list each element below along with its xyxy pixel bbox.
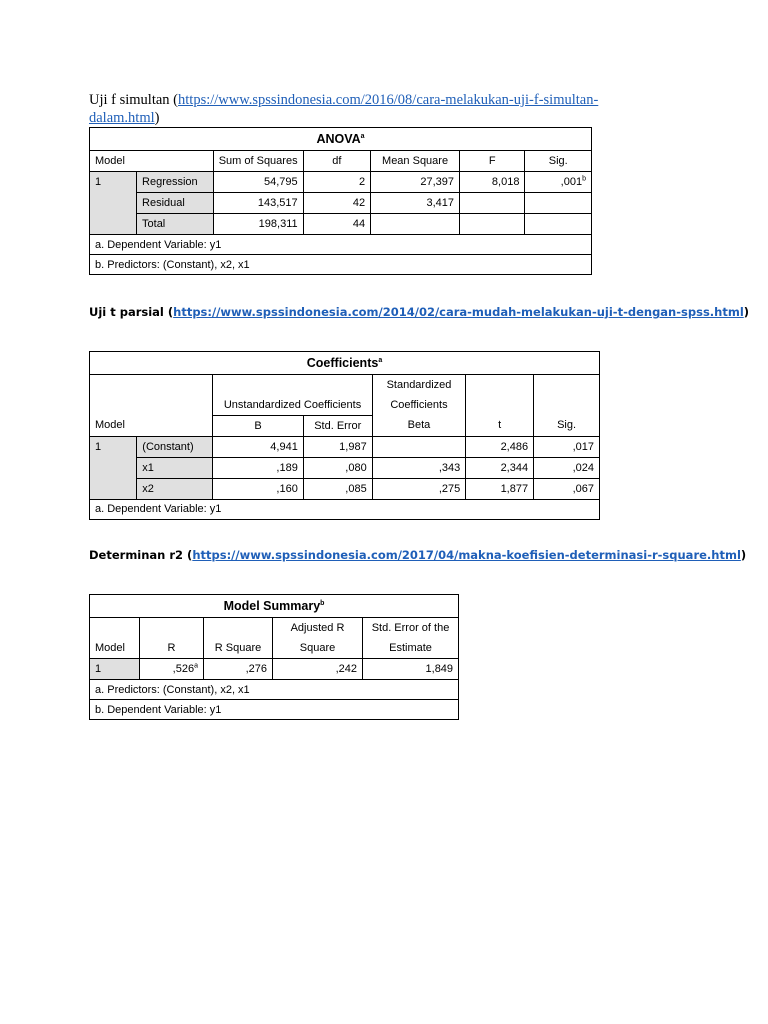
- anova-header-df: df: [303, 151, 370, 172]
- coefficients-header-se: Std. Error: [303, 415, 372, 436]
- anova-model-num: 1: [90, 172, 137, 235]
- anova-note-a: a. Dependent Variable: y1: [90, 235, 592, 255]
- anova-header-sig: Sig.: [525, 151, 592, 172]
- model-summary-header-adj-2: Square: [273, 638, 363, 659]
- coefficients-heading: Uji t parsial (https://www.spssindonesia.com/2014/02/cara-mudah-melakukan-uji-t-dengan-spss.html): [89, 305, 750, 319]
- coefficients-group-standardized-2: Coefficients: [372, 395, 466, 415]
- anova-header-ms: Mean Square: [371, 151, 460, 172]
- table-row: 1 (Constant) 4,941 1,987 2,486 ,017: [90, 436, 600, 457]
- coefficients-header-model: Model: [90, 415, 213, 436]
- model-summary-header-r2: R Square: [204, 638, 273, 659]
- summary-source-link[interactable]: https://www.spssindonesia.com/2017/04/makna-koefisien-determinasi-r-square.html: [192, 548, 741, 562]
- coefficients-header-sig: Sig.: [534, 415, 600, 436]
- model-summary-note-a: a. Predictors: (Constant), x2, x1: [90, 680, 459, 700]
- table-row: Residual 143,517 42 3,417: [90, 193, 592, 214]
- model-summary-table: [89, 594, 459, 720]
- coefficients-table: [89, 351, 600, 520]
- anova-header-model: Model: [90, 151, 214, 172]
- coefficients-title: Coefficients$^a$: [90, 352, 600, 375]
- coefficients-header-beta: Beta: [372, 415, 466, 436]
- model-summary-header-se-2: Estimate: [363, 638, 459, 659]
- coefficients-model-num: 1: [90, 436, 137, 499]
- row-label: x1: [137, 457, 213, 478]
- table-row: Total 198,311 44: [90, 214, 592, 235]
- model-summary-model-num: 1: [90, 659, 140, 680]
- anova-table: [89, 127, 592, 275]
- table-row: x2 ,160 ,085 ,275 1,877 ,067: [90, 478, 600, 499]
- coefficients-group-standardized-1: Standardized: [372, 375, 466, 396]
- row-label: Regression: [137, 172, 214, 193]
- coefficients-group-unstandardized: Unstandardized Coefficients: [213, 375, 372, 416]
- model-summary-header-se-1: Std. Error of the: [363, 618, 459, 639]
- model-summary-header-adj-1: Adjusted R: [273, 618, 363, 639]
- coefficients-source-link[interactable]: https://www.spssindonesia.com/2014/02/cara-mudah-melakukan-uji-t-dengan-spss.html: [173, 305, 744, 319]
- anova-heading: Uji f simultan (https://www.spssindonesia.com/2016/08/cara-melakukan-uji-f-simultan-dalam.html): [89, 92, 599, 126]
- model-summary-title: Model Summary$^b$: [90, 595, 459, 618]
- summary-heading: Determinan r2 (https://www.spssindonesia.com/2017/04/makna-koefisien-determinasi-r-square.html): [89, 548, 747, 562]
- model-summary-header-r: R: [140, 638, 204, 659]
- row-label: (Constant): [137, 436, 213, 457]
- anova-note-b: b. Predictors: (Constant), x2, x1: [90, 255, 592, 275]
- coefficients-header-t: t: [466, 415, 534, 436]
- anova-source-link[interactable]: https://www.spssindonesia.com/2016/08/cara-melakukan-uji-f-simultan-dalam.html: [89, 92, 599, 126]
- row-label: Total: [137, 214, 214, 235]
- coefficients-note-a: a. Dependent Variable: y1: [90, 499, 600, 519]
- model-summary-header-model: Model: [90, 638, 140, 659]
- model-summary-note-b: b. Dependent Variable: y1: [90, 700, 459, 720]
- row-label: x2: [137, 478, 213, 499]
- table-row: 1 ,526$^a$ ,276 ,242 1,849: [90, 659, 459, 680]
- anova-header-f: F: [460, 151, 525, 172]
- row-label: Residual: [137, 193, 214, 214]
- table-row: 1 Regression 54,795 2 27,397 8,018 ,001$^b$: [90, 172, 592, 193]
- table-row: x1 ,189 ,080 ,343 2,344 ,024: [90, 457, 600, 478]
- anova-title: ANOVA$^a$: [90, 128, 592, 151]
- coefficients-header-b: B: [213, 415, 303, 436]
- anova-header-ss: Sum of Squares: [213, 151, 303, 172]
